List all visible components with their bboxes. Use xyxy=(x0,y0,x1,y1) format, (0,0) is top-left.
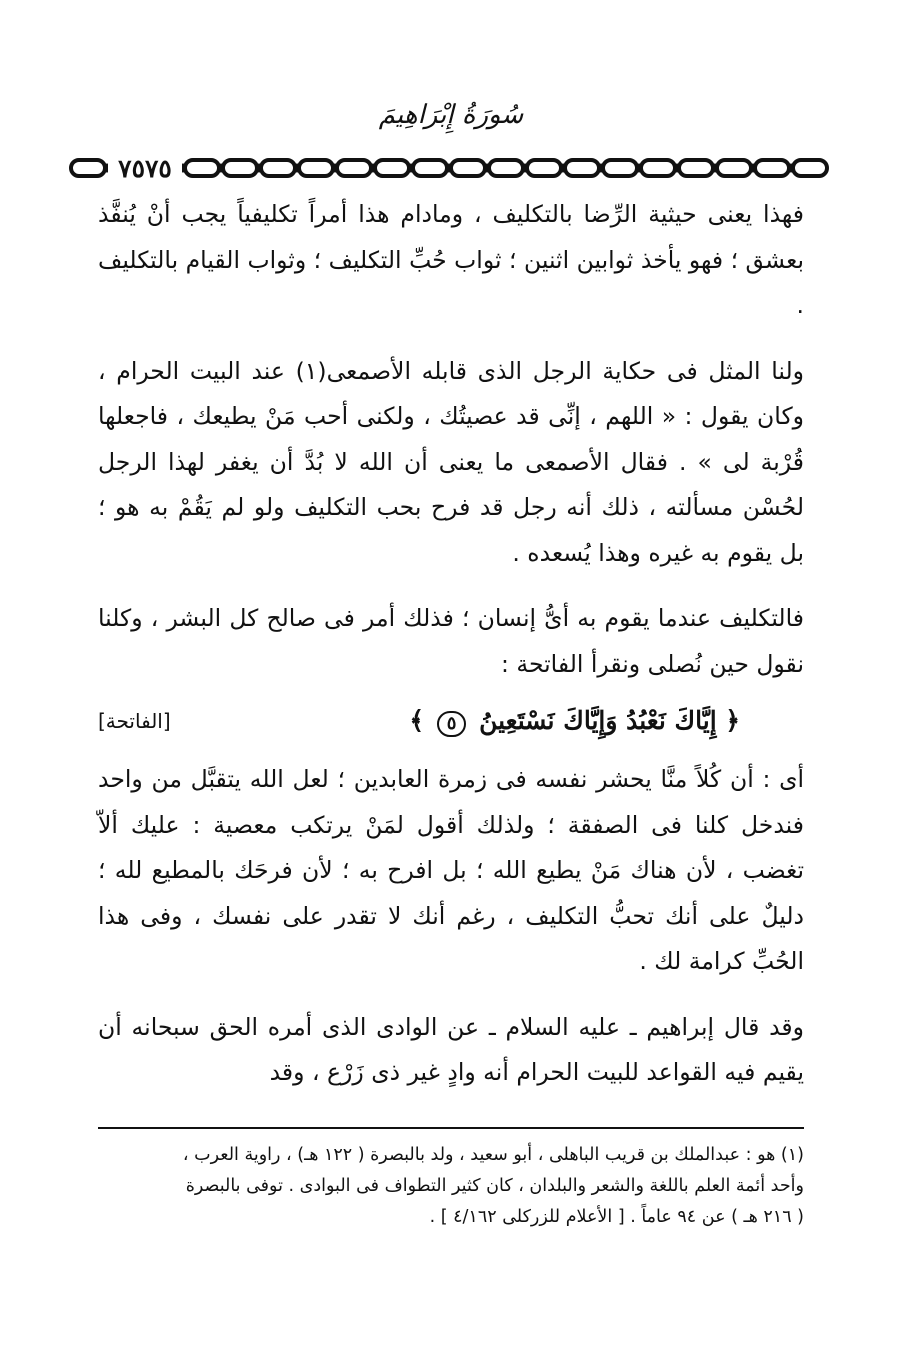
quran-verse-row xyxy=(98,691,804,751)
verse-end-bracket: ﴾ xyxy=(409,705,424,735)
surah-title: سُورَةُ إِبْرَاهِيمَ xyxy=(378,100,524,130)
footnote-divider xyxy=(98,1127,804,1129)
footnote-line-1: (١) هو : عبدالملك بن قريب الباهلى ، أبو سعيد ، ولد بالبصرة ( ١٢٢ هـ) ، راوية العرب ، xyxy=(182,1145,804,1165)
footnote-line-2: وأحد أئمة العلم باللغة والشعر والبلدان ، كان كثير التطواف فى البوادى . توفى بالبصرة xyxy=(185,1176,804,1196)
paragraph-3: فالتكليف عندما يقوم به أىُّ إنسان ؛ فذلك أمر فى صالح كل البشر ، وكلنا نقول حين نُصلى ونقرأ الفاتحة : xyxy=(98,604,804,678)
main-text xyxy=(98,192,804,1096)
paragraph-1: فهذا يعنى حيثية الرِّضا بالتكليف ، ومادام هذا أمراً تكليفياً يجب أنْ يُنفَّذ بعشق ؛ فهو يأخذ ثوابين اثنين ؛ ثواب حُبِّ التكليف ؛ وثواب القيام بالتكليف . xyxy=(98,200,804,319)
verse-text: ﴿ إِيَّاكَ نَعْبُدُ وَإِيَّاكَ نَسْتَعِينُ xyxy=(479,705,740,735)
paragraph-4: أى : أن كُلاً منَّا يحشر نفسه فى زمرة العابدين ؛ لعل الله يتقبَّل من واحد فندخل كلنا فى الصفقة ؛ ولذلك أقول لمَنْ يرتكب معصية : عليك ألاّ تغضب ، لأن هناك مَنْ يطيع الله ؛ بل افرح به ؛ لأن فرحَك بالمطيع لله ؛ دليلٌ على أنك تحبُّ التكليف ، رغم أنك لا تقدر على نفسك ، وفى هذا الحُبِّ كرامة لك . xyxy=(98,765,804,975)
paragraph-2: ولنا المثل فى حكاية الرجل الذى قابله الأصمعى(١) عند البيت الحرام ، وكان يقول : « اللهم ، إنِّى قد عصيتُك ، ولكنى أحب مَنْ يطيعك ، فاجعلها قُرْبة لى » . فقال الأصمعى ما يعنى أن الله لا بُدَّ أن يغفر لهذا الرجل لحُسْن مسألته ، ذلك أنه رجل قد فرح بحب التكليف ولو لم يَقُمْ به هو ؛ بل يقوم به غيره وهذا يُسعده . xyxy=(98,356,804,567)
paragraph-5: وقد قال إبراهيم ـ عليه السلام ـ عن الوادى الذى أمره الحق سبحانه أن يقيم فيه القواعد للبيت الحرام أنه وادٍ غير ذى زَرْع ، وقد xyxy=(98,1012,804,1086)
quran-verse xyxy=(409,706,804,737)
verse-reference: [الفاتحة] xyxy=(98,709,171,733)
footnote-line-3: ( ٢١٦ هـ ) عن ٩٤ عاماً . [ الأعلام للزركلى ٤/١٦٢ ] . xyxy=(429,1207,804,1227)
footnote xyxy=(98,1140,804,1233)
page-number: ٧٥٧٥ xyxy=(108,150,182,186)
verse-number: ٥ xyxy=(437,711,467,737)
